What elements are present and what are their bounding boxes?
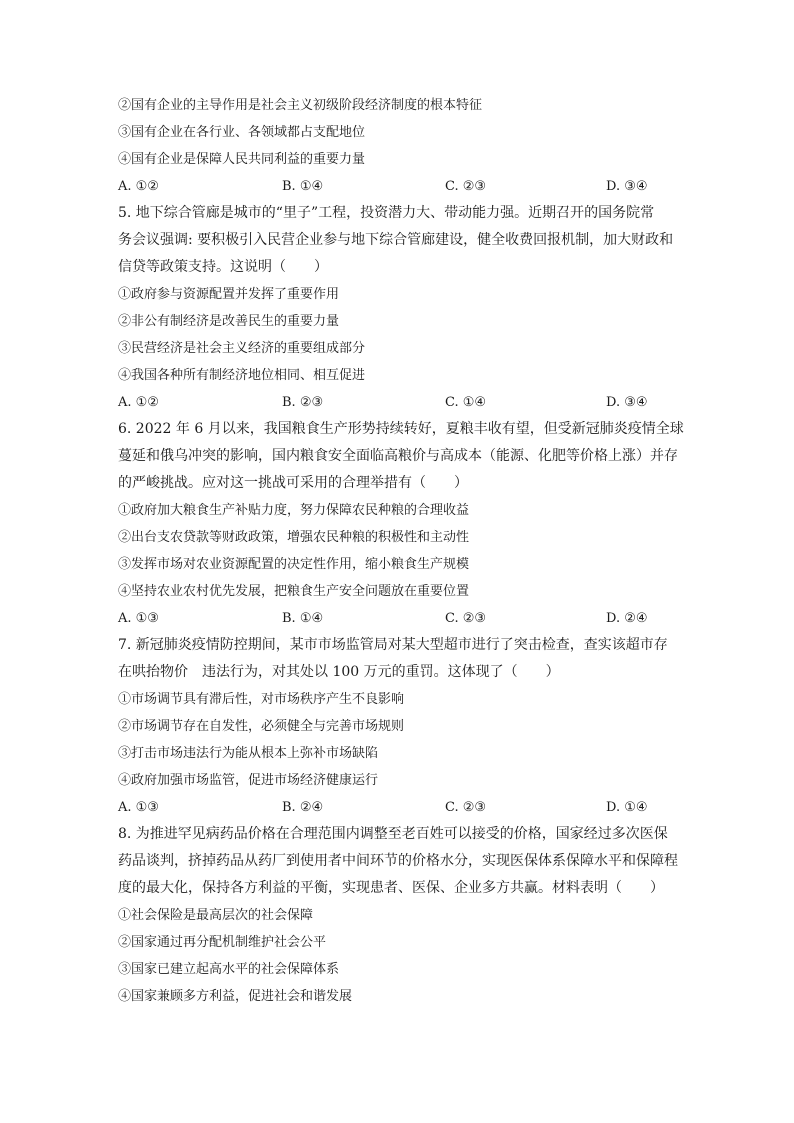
q7-option-4: ④政府加强市场监管，促进市场经济健康运行 bbox=[118, 773, 379, 788]
exam-content bbox=[118, 92, 684, 1010]
q8-option-4: ④国家兼顾多方利益，促进社会和谐发展 bbox=[118, 989, 353, 1004]
q6-stem-line-3: 的严峻挑战。应对这一挑战可采用的合理举措有（ ） bbox=[118, 475, 468, 491]
q7-stem-line-2: 在哄抬物价 违法行为，对其处以 100 万元的重罚。这体现了（ ） bbox=[118, 664, 560, 680]
question-6 bbox=[118, 416, 684, 632]
question-5 bbox=[118, 200, 678, 416]
q4-choice-b: B. ①④ bbox=[282, 179, 324, 194]
q7-choice-d: D. ①④ bbox=[606, 800, 648, 815]
q5-choice-a: A. ①② bbox=[118, 395, 159, 410]
q6-choice-c: C. ②③ bbox=[445, 611, 487, 626]
q7-choice-c: C. ②③ bbox=[445, 800, 487, 815]
question-8 bbox=[118, 821, 678, 1010]
q5-option-4: ④我国各种所有制经济地位相同、相互促进 bbox=[118, 368, 366, 383]
q4-option-4: ④国有企业是保障人民共同利益的重要力量 bbox=[118, 152, 366, 167]
q8-stem-line-3: 度的最大化，保持各方利益的平衡，实现患者、医保、企业多方共赢。材料表明（ ） bbox=[118, 880, 664, 896]
q5-option-2: ②非公有制经济是改善民生的重要力量 bbox=[118, 314, 340, 329]
q4-choice-d: D. ③④ bbox=[606, 179, 648, 194]
q5-choices bbox=[118, 389, 678, 416]
q5-option-1: ①政府参与资源配置并发挥了重要作用 bbox=[118, 287, 340, 302]
q6-option-4: ④坚持农业农村优先发展，把粮食生产安全问题放在重要位置 bbox=[118, 584, 470, 599]
q4-option-3: ③国有企业在各行业、各领域都占支配地位 bbox=[118, 125, 366, 140]
q6-choice-a: A. ①③ bbox=[118, 611, 159, 626]
q8-option-3: ③国家已建立起高水平的社会保障体系 bbox=[118, 962, 340, 977]
q7-option-1: ①市场调节具有滞后性，对市场秩序产生不良影响 bbox=[118, 692, 405, 707]
q5-option-3: ③民营经济是社会主义经济的重要组成部分 bbox=[118, 341, 366, 356]
q6-option-2: ②出台支农贷款等财政政策，增强农民种粮的积极性和主动性 bbox=[118, 530, 470, 545]
q6-stem-line-2: 蔓延和俄乌冲突的影响，国内粮食安全面临高粮价与高成本（能源、化肥等价格上涨）并存 bbox=[118, 448, 678, 464]
q6-option-1: ①政府加大粮食生产补贴力度，努力保障农民种粮的合理收益 bbox=[118, 503, 470, 518]
q5-stem-line-1: 5. 地下综合管廊是城市的“里子”工程，投资潜力大、带动能力强。近期召开的国务院常 bbox=[118, 205, 655, 221]
q4-choice-c: C. ②③ bbox=[445, 179, 487, 194]
q4-option-2: ②国有企业的主导作用是社会主义初级阶段经济制度的根本特征 bbox=[118, 98, 483, 113]
q5-stem-line-2: 务会议强调: 要积极引入民营企业参与地下综合管廊建设，健全收费回报机制，加大财政和 bbox=[118, 232, 674, 248]
q8-option-1: ①社会保险是最高层次的社会保障 bbox=[118, 908, 314, 923]
q7-option-3: ③打击市场违法行为能从根本上弥补市场缺陷 bbox=[118, 746, 379, 761]
question-4 bbox=[118, 92, 678, 200]
q7-choices bbox=[118, 794, 678, 821]
q6-stem-line-1: 6. 2022 年 6 月以来，我国粮食生产形势持续转好，夏粮丰收有望，但受新冠肺炎疫情全球 bbox=[118, 421, 684, 437]
q8-option-2: ②国家通过再分配机制维护社会公平 bbox=[118, 935, 327, 950]
q6-option-3: ③发挥市场对农业资源配置的决定性作用，缩小粮食生产规模 bbox=[118, 557, 470, 572]
q4-choices bbox=[118, 173, 678, 200]
q7-stem-line-1: 7. 新冠肺炎疫情防控期间，某市市场监管局对某大型超市进行了突击检查，查实该超市存 bbox=[118, 637, 668, 653]
q5-choice-c: C. ①④ bbox=[445, 395, 487, 410]
q5-choice-d: D. ③④ bbox=[606, 395, 648, 410]
q8-stem-line-2: 药品谈判，挤掉药品从药厂到使用者中间环节的价格水分，实现医保体系保障水平和保障程 bbox=[118, 853, 678, 869]
q5-stem-line-3: 信贷等政策支持。这说明（ ） bbox=[118, 259, 328, 275]
question-7 bbox=[118, 632, 678, 821]
q4-choice-a: A. ①② bbox=[118, 179, 159, 194]
q8-stem-line-1: 8. 为推进罕见病药品价格在合理范围内调整至老百姓可以接受的价格，国家经过多次医保 bbox=[118, 826, 668, 842]
q7-choice-b: B. ②④ bbox=[282, 800, 324, 815]
q6-choice-d: D. ②④ bbox=[606, 611, 648, 626]
q6-choices bbox=[118, 605, 678, 632]
q7-option-2: ②市场调节存在自发性，必须健全与完善市场规则 bbox=[118, 719, 405, 734]
q6-choice-b: B. ①④ bbox=[282, 611, 324, 626]
q7-choice-a: A. ①③ bbox=[118, 800, 159, 815]
q5-choice-b: B. ②③ bbox=[282, 395, 324, 410]
